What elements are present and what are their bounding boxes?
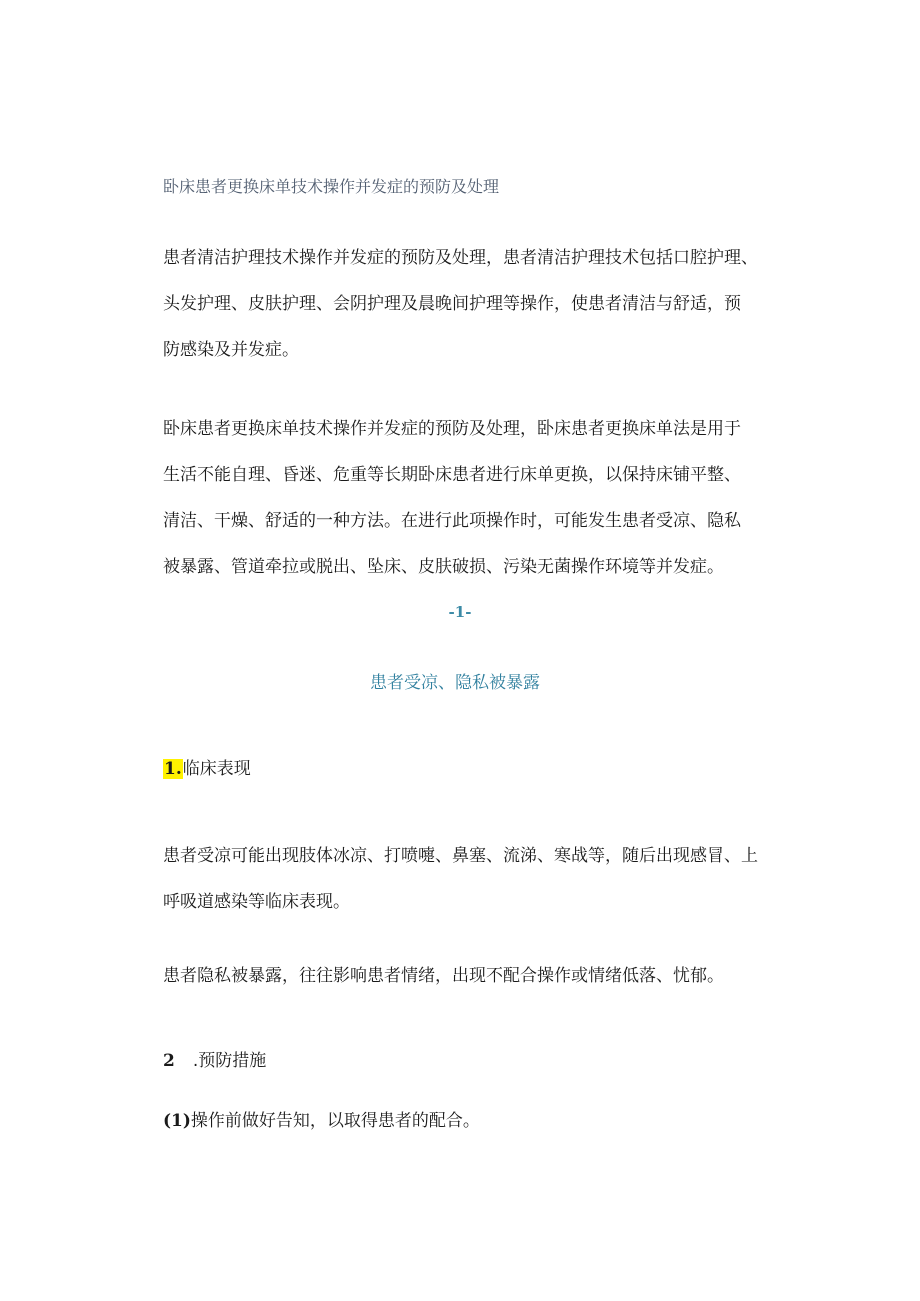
paragraph-line: 呼吸道感染等临床表现。 xyxy=(163,892,350,912)
clinical-heading xyxy=(163,754,251,779)
paragraph-line: 患者隐私被暴露，往往影响患者情绪，出现不配合操作或情绪低落、忧郁。 xyxy=(163,966,724,986)
highlighted-number: 1. xyxy=(164,759,182,779)
document-title: 卧床患者更换床单技术操作并发症的预防及处理 xyxy=(163,177,500,196)
prevention-heading xyxy=(163,1046,266,1071)
section-title: 患者受凉、隐私被暴露 xyxy=(370,673,540,693)
page-number-marker: -1- xyxy=(448,603,472,621)
measure-text: 操作前做好告知，以取得患者的配合。 xyxy=(190,1111,480,1131)
paragraph-line: 被暴露、管道牵拉或脱出、坠床、皮肤破损、污染无菌操作环境等并发症。 xyxy=(163,557,724,577)
paragraph-line: 患者受凉可能出现肢体冰凉、打喷嚏、鼻塞、流涕、寒战等，随后出现感冒、上 xyxy=(163,846,758,866)
paragraph-line: 卧床患者更换床单技术操作并发症的预防及处理，卧床患者更换床单法是用于 xyxy=(163,419,741,439)
heading-label: 临床表现 xyxy=(182,759,251,779)
intro-paragraph xyxy=(163,240,763,368)
bed-sheet-paragraph xyxy=(163,411,763,585)
heading-number: 2 xyxy=(163,1051,175,1071)
measure-number: (1) xyxy=(163,1111,191,1131)
privacy-paragraph xyxy=(163,958,763,994)
paragraph-line: 患者清洁护理技术操作并发症的预防及处理，患者清洁护理技术包括口腔护理、 xyxy=(163,248,758,268)
paragraph-line: 防感染及并发症。 xyxy=(163,340,299,360)
heading-label: .预防措施 xyxy=(192,1051,267,1071)
measure-item xyxy=(163,1106,480,1131)
paragraph-line: 头发护理、皮肤护理、会阴护理及晨晚间护理等操作，使患者清洁与舒适，预 xyxy=(163,294,741,314)
paragraph-line: 生活不能自理、昏迷、危重等长期卧床患者进行床单更换，以保持床铺平整、 xyxy=(163,465,741,485)
clinical-paragraph xyxy=(163,838,763,920)
paragraph-line: 清洁、干燥、舒适的一种方法。在进行此项操作时，可能发生患者受凉、隐私 xyxy=(163,511,741,531)
